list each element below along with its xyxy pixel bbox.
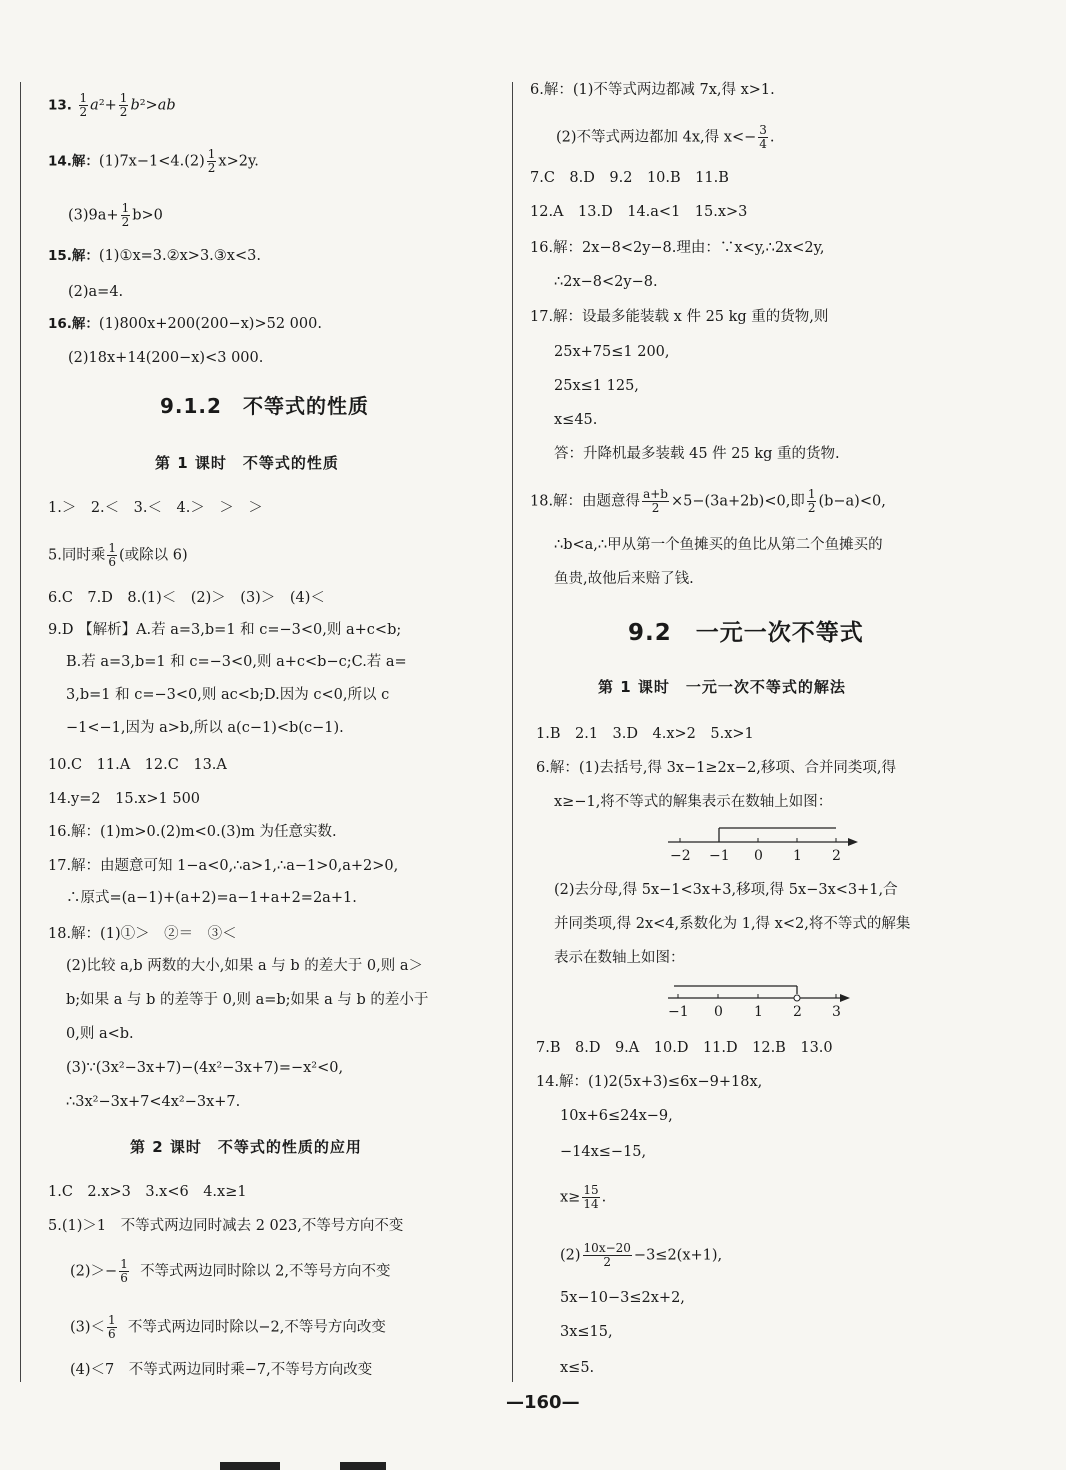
section-title-9-2: 9.2 一元一次不等式 [628, 620, 864, 646]
answer-line: b;如果 a 与 b 的差等于 0,则 a=b;如果 a 与 b 的差小于 [66, 992, 429, 1008]
answer-line: 12.A 13.D 14.a<1 15.x>3 [530, 204, 748, 220]
answer-line: 6.解：(1)去括号,得 3x−1≥2x−2,移项、合并同类项,得 [536, 760, 897, 776]
axis-tick-label: 0 [714, 1004, 723, 1020]
section-title-9-1-2: 9.1.2 不等式的性质 [160, 394, 369, 418]
answer-line: 10x+6≤24x−9, [560, 1108, 673, 1124]
q14-part3: (3)9a+ $\frac{1}{2}$ b>0 [68, 201, 163, 229]
axis-tick-label: 1 [793, 848, 802, 864]
answer-line: 14.解：(1)2(5x+3)≤6x−9+18x, [536, 1074, 763, 1090]
q16-part2: (2)18x+14(200−x)<3 000. [68, 350, 264, 366]
fraction: $\frac{1}{2}$ [119, 91, 128, 119]
fraction: $\frac{1}{6}$ [108, 541, 116, 569]
answer-line: 17.解：设最多能装载 x 件 25 kg 重的货物,则 [530, 309, 829, 325]
page-number: —160— [506, 1392, 580, 1413]
axis-tick-label: 2 [832, 848, 841, 864]
axis-tick-label: −2 [670, 848, 691, 864]
lesson-title-9-2-1: 第 1 课时 一元一次不等式的解法 [598, 678, 846, 696]
answer-line: 表示在数轴上如图： [554, 950, 685, 966]
axis-tick-label: −1 [668, 1004, 689, 1020]
answer-line: 14.y=2 15.x>1 500 [48, 791, 201, 807]
answer-line: 答：升降机最多装载 45 件 25 kg 重的货物. [554, 446, 840, 462]
answer-line: B.若 a=3,b=1 和 c=−3<0,则 a+c<b−c;C.若 a= [66, 654, 407, 670]
answer-line: 25x+75≤1 200, [554, 344, 670, 360]
answer-line: 18.解：(1)①＞ ②＝ ③＜ [48, 926, 237, 942]
number-line-1 [664, 824, 864, 868]
q14: 14.解：(1)7x−1<4.(2) $\frac{1}{2}$ x>2y. [48, 147, 259, 175]
answer-line: 17.解：由题意可知 1−a<0,∴a>1,∴a−1>0,a+2>0, [48, 858, 399, 874]
answer-line: −14x≤−15, [560, 1144, 647, 1160]
answer-line: x≤45. [554, 412, 598, 428]
fraction: $\frac{1}{2}$ [207, 147, 216, 175]
answer-line: (2)比较 a,b 两数的大小,如果 a 与 b 的差大于 0,则 a＞ [66, 958, 423, 974]
fraction: $\frac{1}{6}$ [108, 1313, 116, 1341]
answer-line: 25x≤1 125, [554, 378, 639, 394]
answer-line: ∴3x²−3x+7<4x²−3x+7. [66, 1094, 241, 1110]
answer-line: 10.C 11.A 12.C 13.A [48, 757, 227, 773]
axis-tick-label: 1 [754, 1004, 763, 1020]
q16: 16.解：(1)800x+200(200−x)>52 000. [48, 316, 322, 332]
axis-tick-label: −1 [709, 848, 730, 864]
answer-line: 鱼贵,故他后来赔了钱. [554, 571, 694, 587]
fraction: $\frac{1}{2}$ [79, 91, 88, 119]
q13: 13. $\frac{1}{2}$ a²+ $\frac{1}{2}$ b²>ab [48, 91, 176, 119]
axis-tick-label: 3 [832, 1004, 841, 1020]
answer-line: x≥−1,将不等式的解集表示在数轴上如图： [554, 794, 833, 810]
answer-line: x≤5. [560, 1360, 595, 1376]
fraction: $\frac{1}{2}$ [807, 487, 816, 515]
answer-line: (2)不等式两边都加 4x,得 x<− $\frac{3}{4}$ . [556, 123, 775, 151]
answer-line: 5.(1)＞1 不等式两边同时减去 2 023,不等号方向不变 [48, 1218, 404, 1234]
answer-line: 7.B 8.D 9.A 10.D 11.D 12.B 13.0 [536, 1040, 833, 1056]
answer-line: x≥ $\frac{15}{14}$ . [560, 1183, 607, 1211]
axis-tick-label: 0 [754, 848, 763, 864]
answer-line: 16.解：2x−8<2y−8.理由：∵x<y,∴2x<2y, [530, 240, 825, 256]
answer-line: ∴b<a,∴甲从第一个鱼摊买的鱼比从第二个鱼摊买的 [554, 537, 883, 553]
answer-line: 3,b=1 和 c=−3<0,则 ac<b;D.因为 c<0,所以 c [66, 687, 390, 703]
answer-line: 1.B 2.1 3.D 4.x>2 5.x>1 [536, 726, 754, 742]
lesson-title-2: 第 2 课时 不等式的性质的应用 [130, 1138, 362, 1156]
answer-line: (3)＜ $\frac{1}{6}$ 不等式两边同时除以−2,不等号方向改变 [70, 1313, 386, 1341]
answer-line: ∴2x−8<2y−8. [554, 274, 658, 290]
answer-line: (2) $\frac{10x-20}{2}$ −3≤2(x+1), [560, 1241, 723, 1269]
answer-line: 7.C 8.D 9.2 10.B 11.B [530, 170, 729, 186]
answer-line: (2)去分母,得 5x−1<3x+3,移项,得 5x−3x<3+1,合 [554, 882, 898, 898]
answer-line: −1<−1,因为 a>b,所以 a(c−1)<b(c−1). [66, 720, 344, 736]
lesson-title-1: 第 1 课时 不等式的性质 [155, 454, 339, 472]
column-divider [512, 82, 513, 1382]
fraction: $\frac{15}{14}$ [583, 1183, 599, 1211]
answer-line: 1.C 2.x>3 3.x<6 4.x≥1 [48, 1184, 247, 1200]
answer-line: 18.解：由题意得 $\frac{a+b}{2}$ ×5−(3a+2b)<0,即 $\frac{1}{2}$ (b−a)<0, [530, 487, 886, 515]
fraction: $\frac{1}{6}$ [120, 1257, 128, 1285]
q15: 15.解：(1)①x=3.②x>3.③x<3. [48, 248, 261, 264]
fraction: $\frac{3}{4}$ [759, 123, 767, 151]
answer-line: ∴原式=(a−1)+(a+2)=a−1+a+2=2a+1. [66, 890, 357, 906]
answer-line: 并同类项,得 2x<4,系数化为 1,得 x<2,将不等式的解集 [554, 916, 911, 932]
answer-line: 5x−10−3≤2x+2, [560, 1290, 685, 1306]
fraction: $\frac{1}{2}$ [121, 201, 130, 229]
q15-part2: (2)a=4. [68, 284, 124, 300]
answer-line: 16.解：(1)m>0.(2)m<0.(3)m 为任意实数. [48, 824, 337, 840]
answer-line: (3)∵(3x²−3x+7)−(4x²−3x+7)=−x²<0, [66, 1060, 344, 1076]
answer-line: 3x≤15, [560, 1324, 613, 1340]
axis-tick-label: 2 [793, 1004, 802, 1020]
footer-mark [340, 1462, 386, 1470]
answer-line: (4)＜7 不等式两边同时乘−7,不等号方向改变 [70, 1362, 373, 1378]
number-line-2 [664, 980, 864, 1024]
answer-line: 0,则 a<b. [66, 1026, 134, 1042]
answer-line: 1.＞ 2.＜ 3.＜ 4.＞ ＞ ＞ [48, 500, 263, 516]
answer-line: 5.同时乘 $\frac{1}{6}$ (或除以 6) [48, 541, 188, 569]
answer-line: 6.C 7.D 8.(1)＜ (2)＞ (3)＞ (4)＜ [48, 590, 325, 606]
fraction: $\frac{10x-20}{2}$ [583, 1241, 631, 1269]
answer-line: 6.解：(1)不等式两边都减 7x,得 x>1. [530, 82, 775, 98]
footer-mark [220, 1462, 280, 1470]
answer-line: (2)＞− $\frac{1}{6}$ 不等式两边同时除以 2,不等号方向不变 [70, 1257, 391, 1285]
fraction: $\frac{a+b}{2}$ [643, 487, 668, 515]
answer-line: 9.D 【解析】A.若 a=3,b=1 和 c=−3<0,则 a+c<b; [48, 622, 402, 638]
left-margin-rule [20, 82, 21, 1382]
